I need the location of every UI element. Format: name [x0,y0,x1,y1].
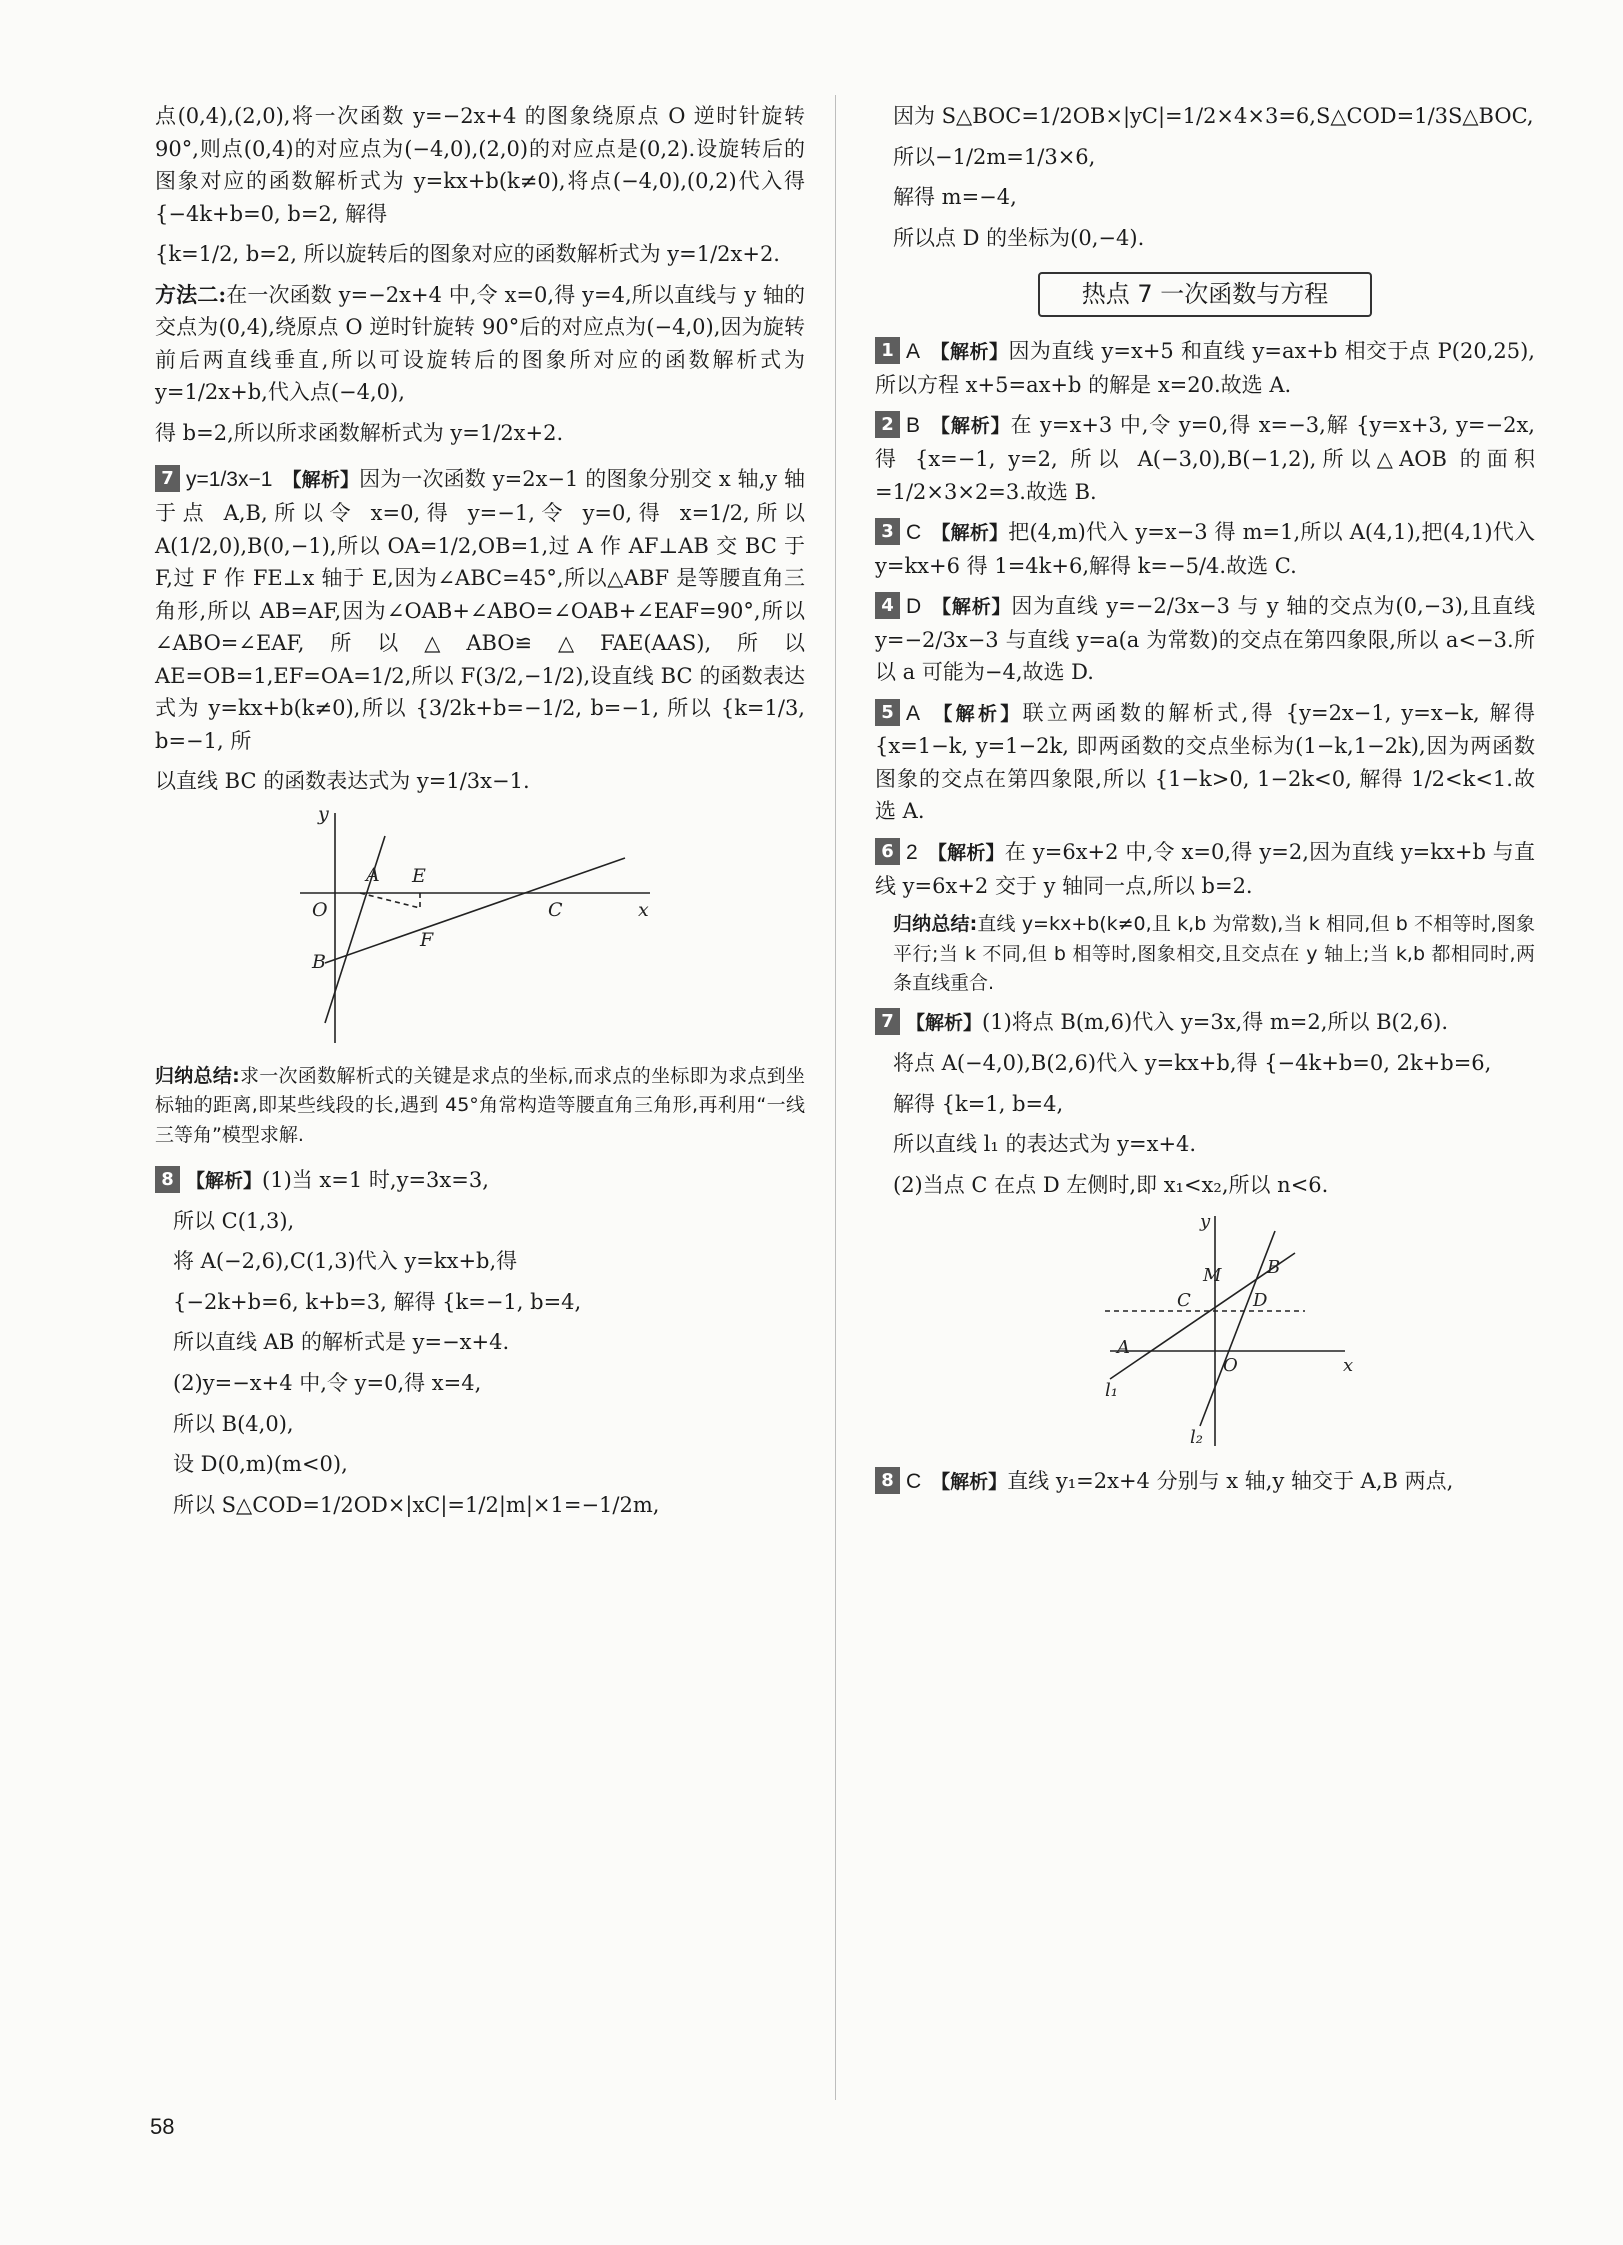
analysis-tag: 【解析】 [931,1471,1008,1494]
summary [875,910,1535,998]
summary-text: 直线 y=kx+b(k≠0,且 k,b 为常数),当 k 相同,但 b 不相等时,图象平行;当 k 不同,但 b 相等时,图象相交,且交点在 y 轴上;当 k,b 都相同时,两条直线重合. [893,913,1535,994]
analysis-line: 所以 S△COD=1/2OD×|xC|=1/2|m|×1=−1/2m, [173,1492,660,1517]
label-c: C [548,898,563,921]
question-number: 1 [875,337,900,364]
figure-q7 [300,808,700,1048]
label-d: D [1253,1290,1268,1312]
summary-label: 归纳总结: [893,913,978,936]
question-5 [875,697,1535,828]
question-number: 2 [875,411,900,438]
answer: A [906,340,921,364]
analysis-line: 所以点 D 的坐标为(0,−4). [893,225,1145,250]
summary [155,1062,805,1150]
question-number: 7 [875,1008,900,1035]
analysis-line: 解得 m=−4, [893,185,1017,210]
label-m: M [1203,1265,1222,1287]
paragraph: {k=1/2, b=2, 所以旋转后的图象对应的函数解析式为 y=1/2x+2. [155,242,780,267]
analysis-text: 在 y=6x+2 中,令 x=0,得 y=2,因为直线 y=kx+b 与直线 y=6x+2 交于 y 轴同一点,所以 b=2. [875,840,1535,898]
analysis-tag: 【解析】 [931,596,1012,619]
label-b: B [1267,1257,1281,1279]
answer: B [906,414,921,438]
label-y: y [318,807,329,825]
question-7 [875,1006,1535,1039]
analysis-line: 所以直线 l₁ 的表达式为 y=x+4. [893,1132,1197,1157]
analysis-line: 所以−1/2m=1/3×6, [893,144,1096,169]
question-number: 4 [875,592,900,619]
question-number: 7 [155,465,180,492]
label-e: E [412,864,426,887]
label-a: A [1117,1337,1130,1359]
analysis-line: 解得 {k=1, b=4, [893,1091,1064,1116]
label-x: x [638,898,649,921]
answer: y=1/3x−1 [186,468,273,492]
question-4 [875,590,1535,689]
question-7 [155,463,805,757]
analysis-tag: 【解析】 [906,1012,983,1035]
question-number: 8 [875,1467,900,1494]
question-8 [155,1164,805,1197]
label-l1: l₁ [1105,1380,1118,1402]
label-f: F [420,928,434,951]
question-number: 3 [875,518,900,545]
analysis-line: (2)y=−x+4 中,令 y=0,得 x=4, [173,1370,482,1395]
question-3 [875,516,1535,582]
right-column [875,100,1535,1507]
analysis-line: 设 D(0,m)(m<0), [173,1452,348,1477]
answer: C [906,521,922,545]
section-title: 热点 7 一次函数与方程 [1038,272,1372,317]
method-text: 在一次函数 y=−2x+4 中,令 x=0,得 y=4,所以直线与 y 轴的交点为(0,4),绕原点 O 逆时针旋转 90°后的对应点为(−4,0),因为旋转前后两直线垂直,所以可设旋转后的图象所对应的函数解析式为 y=1/2x+b,代入点(−4,0), [155,282,805,405]
analysis-tag: 【解析】 [930,702,1023,725]
question-8 [875,1465,1535,1499]
answer: D [906,595,922,619]
analysis-tag: 【解析】 [930,415,1011,438]
analysis-line: 所以 C(1,3), [173,1208,295,1233]
figure-q7-right [1105,1211,1405,1451]
paragraph: 点(0,4),(2,0),将一次函数 y=−2x+4 的图象绕原点 O 逆时针旋转 90°,则点(0,4)的对应点为(−4,0),(2,0)的对应点是(0,2).设旋转后的图象对应的函数解析式为 y=kx+b(k≠0),将点(−4,0),(0,2)代入得 {−4k+b=0, b=2, 解得 [155,104,805,226]
analysis-line: {−2k+b=6, k+b=3, 解得 {k=−1, b=4, [173,1289,582,1314]
analysis-tag: 【解析】 [931,522,1009,545]
summary-text: 求一次函数解析式的关键是求点的坐标,而求点的坐标即为求点到坐标轴的距离,即某些线段的长,遇到 45°角常构造等腰直角三角形,再利用“一线三等角”模型求解. [155,1064,805,1146]
analysis-line: 将 A(−2,6),C(1,3)代入 y=kx+b,得 [173,1249,518,1274]
analysis-line: 因为 S△BOC=1/2OB×|yC|=1/2×4×3=6,S△COD=1/3S△BOC, [893,104,1534,128]
analysis-text: 因为直线 y=−2/3x−3 与 y 轴的交点为(0,−3),且直线 y=−2/3x−3 与直线 y=a(a 为常数)的交点在第四象限,所以 a<−3.所以 a 可能为−4,故选 D. [875,594,1535,685]
analysis-tag: 【解析】 [186,1170,263,1193]
label-l2: l₂ [1190,1427,1203,1449]
question-number: 6 [875,838,900,865]
label-o: O [312,898,328,921]
paragraph: 以直线 BC 的函数表达式为 y=1/3x−1. [155,769,530,794]
line-l2 [1200,1231,1275,1426]
question-1 [875,335,1535,401]
analysis-text: (1)将点 B(m,6)代入 y=3x,得 m=2,所以 B(2,6). [982,1010,1449,1035]
paragraph [155,279,805,409]
column-divider [835,95,836,2100]
analysis-tag: 【解析】 [282,469,360,492]
page-number: 58 [150,2114,175,2139]
label-o: O [1223,1355,1238,1377]
answer: A [906,701,921,725]
analysis-line: 所以直线 AB 的解析式是 y=−x+4. [173,1330,510,1355]
answer: C [906,1470,922,1494]
question-2 [875,409,1535,508]
summary-label: 归纳总结: [155,1064,240,1087]
question-6 [875,836,1535,902]
paragraph: 得 b=2,所以所求函数解析式为 y=1/2x+2. [155,420,564,445]
analysis-line: (1)当 x=1 时,y=3x=3, [262,1168,489,1193]
analysis-tag: 【解析】 [930,341,1009,364]
analysis-text: 把(4,m)代入 y=x−3 得 m=1,所以 A(4,1),把(4,1)代入 y=kx+6 得 1=4k+6,解得 k=−5/4.故选 C. [875,520,1535,578]
analysis-text: 在 y=x+3 中,令 y=0,得 x=−3,解 {y=x+3, y=−2x, 得 {x=−1, y=2, 所以 A(−3,0),B(−1,2),所以△AOB 的面积=1/2×3×2=3.故选 B. [875,413,1535,504]
analysis-text: 因为直线 y=x+5 和直线 y=ax+b 相交于点 P(20,25),所以方程 x+5=ax+b 的解是 x=20.故选 A. [875,339,1535,397]
question-number: 8 [155,1166,180,1193]
left-column [155,100,805,1529]
label-b: B [312,950,326,973]
analysis-text: 联立两函数的解析式,得 {y=2x−1, y=x−k, 解得 {x=1−k, y=1−2k, 即两函数的交点坐标为(1−k,1−2k),因为两函数图象的交点在第四象限,所以 {1−k>0, 1−2k<0, 解得 1/2<k<1.故选 A. [875,700,1535,824]
analysis-text: 直线 y₁=2x+4 分别与 x 轴,y 轴交于 A,B 两点, [1007,1469,1454,1494]
method-label: 方法二: [155,281,227,307]
question-number: 5 [875,699,900,726]
label-y: y [1200,1211,1211,1233]
answer: 2 [906,841,918,865]
line-af [360,893,420,908]
analysis-text: 因为一次函数 y=2x−1 的图象分别交 x 轴,y 轴于点 A,B,所以令 x=0,得 y=−1,令 y=0,得 x=1/2,所以 A(1/2,0),B(0,−1),所以 OA=1/2,OB=1,过 A 作 AF⊥AB 交 BC 于 F,过 F 作 FE⊥x 轴于 E,因为∠ABC=45°,所以△ABF 是等腰直角三角形,所以 AB=AF,因为∠OAB+∠ABO=∠OAB+∠EAF=90°,所以∠ABO=∠EAF,所以△ABO≌△FAE(AAS),所以 AE=OB=1,EF=OA=1/2,所以 F(3/2,−1/2),设直线 BC 的函数表达式为 y=kx+b(k≠0),所以 {3/2k+b=−1/2, b=−1, 所以 {k=1/3, b=−1, 所 [155,467,805,753]
label-x: x [1343,1355,1354,1377]
label-a: A [366,863,380,886]
analysis-tag: 【解析】 [927,842,1005,865]
label-c: C [1177,1290,1191,1312]
analysis-line: 将点 A(−4,0),B(2,6)代入 y=kx+b,得 {−4k+b=0, 2k+b=6, [893,1050,1492,1075]
analysis-line: 所以 B(4,0), [173,1411,294,1436]
analysis-line: (2)当点 C 在点 D 左侧时,即 x₁<x₂,所以 n<6. [893,1172,1329,1197]
